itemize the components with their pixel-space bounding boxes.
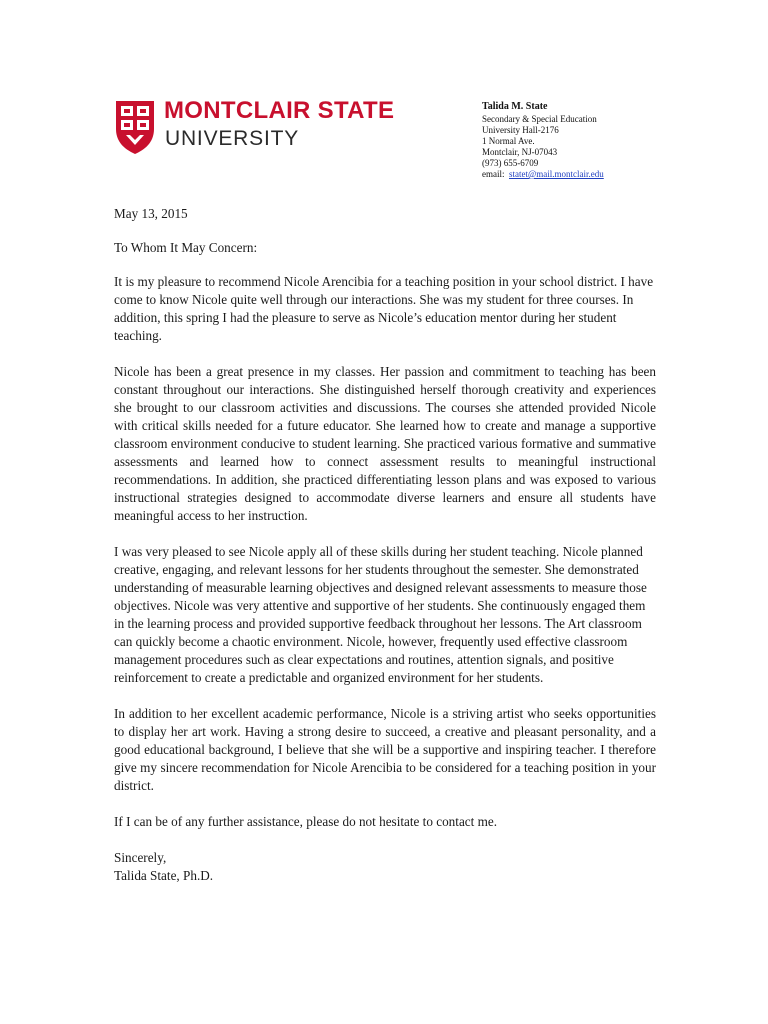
letter-signature: Talida State, Ph.D. bbox=[114, 868, 214, 883]
paragraph: Nicole has been a great presence in my classes. Her passion and commitment to teaching has been constant throughout our interactions. She distinguished herself thorough creativity and experiences she brought to our classroom activities and discussions. The courses she attended provided Nicole with critical skills needed for a future educator. She learned how to create and manage a supportive classroom environment conducive to student learning. She practiced various formative and summative assessments and learned how to connect assessment results to meaningful instructional recommendations. In addition, she practiced differentiating lesson plans and was exposed to various instructional strategies designed to accommodate diverse learners and ensure all students have meaningful access to her instruction. bbox=[114, 364, 656, 523]
sender-street: 1 Normal Ave. bbox=[482, 136, 535, 146]
letter-closing: Sincerely, bbox=[114, 850, 167, 865]
email-link[interactable]: statet@mail.montclair.edu bbox=[509, 169, 604, 179]
shield-icon bbox=[114, 99, 156, 155]
sender-email-line bbox=[482, 169, 752, 180]
letter-body bbox=[114, 205, 656, 885]
sender-phone: (973) 655-6709 bbox=[482, 158, 539, 168]
sender-dept: Secondary & Special Education bbox=[482, 114, 597, 124]
letter-greeting: To Whom It May Concern: bbox=[114, 240, 258, 255]
paragraph: I was very pleased to see Nicole apply all of these skills during her student teaching. Nicole planned creative, engaging, and relevant lessons for her students throughout the semester. She demonstrated understanding of measurable learning objectives and designed relevant assessments to measure those objectives. Nicole was very attentive and supportive of her students. She continuously engaged them in the learning process and provided supportive feedback throughout her lessons. The Art classroom can quickly become a chaotic environment. Nicole, however, frequently used effective classroom management procedures such as clear expectations and routines, attention signals, and positive reinforcement to create a predictable and organized environment for her students. bbox=[114, 544, 647, 685]
logo-name: MONTCLAIR STATE bbox=[164, 97, 395, 124]
logo-sub: UNIVERSITY bbox=[165, 127, 300, 150]
sender-city: Montclair, NJ-07043 bbox=[482, 147, 558, 157]
paragraph: It is my pleasure to recommend Nicole Arencibia for a teaching position in your school district. I have come to know Nicole quite well through our interactions. She was my student for three courses. In addition, this spring I had the pleasure to serve as Nicole’s education mentor during her student teaching. bbox=[114, 274, 654, 343]
paragraph: If I can be of any further assistance, please do not hesitate to contact me. bbox=[114, 814, 498, 829]
sender-hall: University Hall-2176 bbox=[482, 125, 559, 135]
email-label: email: bbox=[482, 169, 505, 179]
sender-name: Talida M. State bbox=[482, 101, 548, 112]
university-logo bbox=[114, 97, 395, 157]
paragraph: In addition to her excellent academic performance, Nicole is a striving artist who seeks opportunities to display her art work. Having a strong desire to succeed, a creative and pleasant personality, and a good educational background, I believe that she will be a supportive and inspiring teacher. I therefore give my sincere recommendation for Nicole Arencibia to be considered for a teaching position in your district. bbox=[114, 706, 656, 793]
letter-date: May 13, 2015 bbox=[114, 206, 188, 221]
sender-address bbox=[482, 101, 752, 180]
